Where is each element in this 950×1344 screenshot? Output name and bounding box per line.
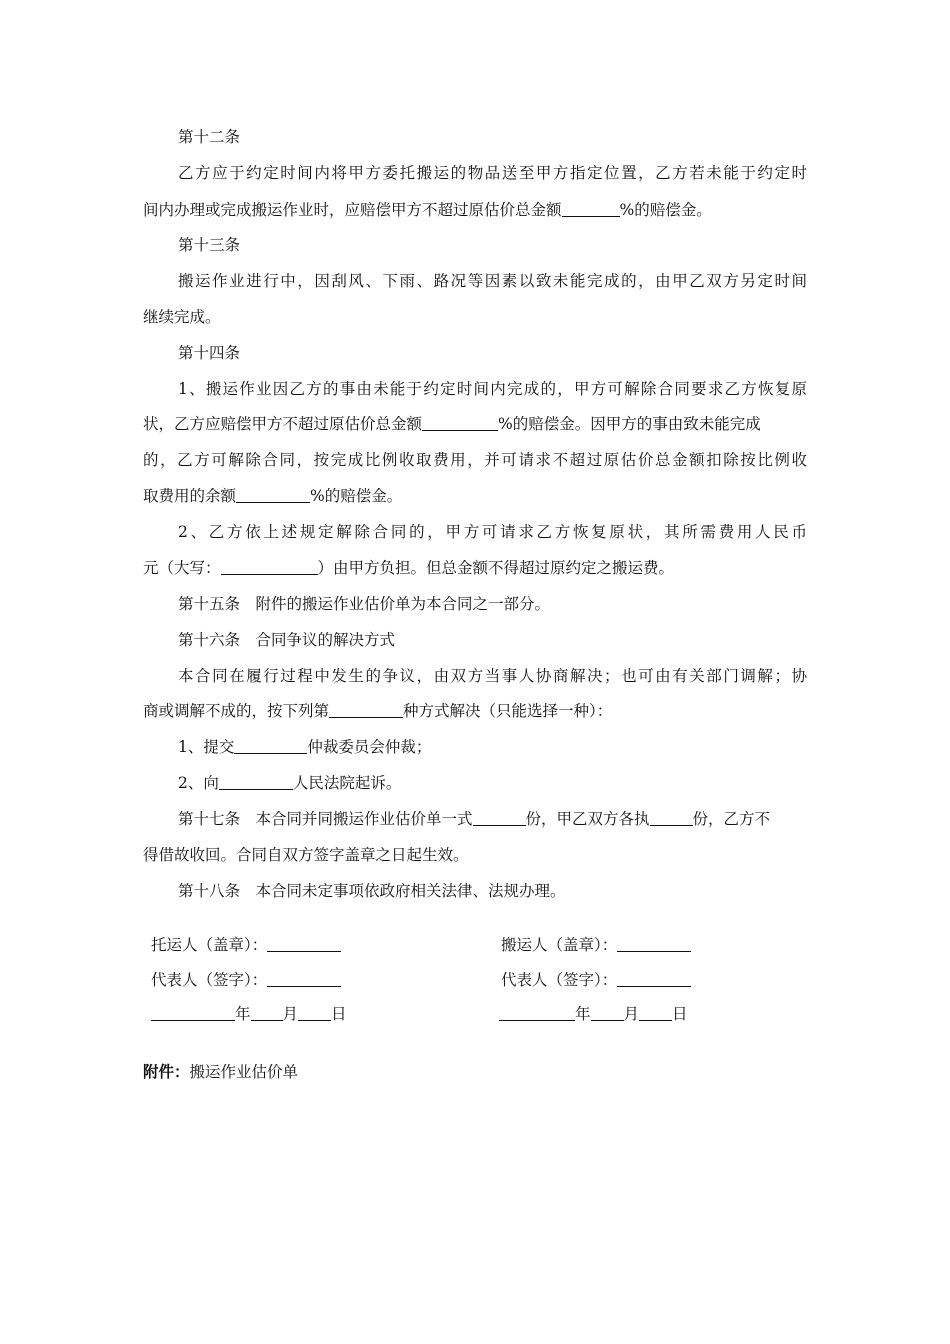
text-segment: %的赔偿金。 [619, 201, 712, 219]
article-16-title: 第十六条 合同争议的解决方式 [178, 631, 396, 649]
text-segment: %的赔偿金。 [310, 487, 403, 505]
signature-mover [501, 935, 691, 955]
blank-month [591, 1006, 624, 1021]
text-segment: 状，乙方应赔偿甲方不超过原估价总金额 [143, 415, 423, 433]
blank-copies [473, 811, 526, 826]
attachment-label: 附件： [143, 1062, 190, 1081]
signature-shipper-rep [151, 970, 341, 990]
blank-signature [267, 972, 341, 987]
label: 托运人（盖章）： [151, 936, 268, 954]
article-16-text-line2 [143, 701, 807, 721]
text-segment: 2、向 [178, 774, 219, 792]
article-13-text-line2: 继续完成。 [143, 308, 221, 326]
text-segment: 间内办理或完成搬运作业时，应赔偿甲方不超过原估价总金额 [143, 201, 562, 219]
article-17-line2: 得借故收回。合同自双方签字盖章之日起生效。 [143, 846, 469, 864]
article-16-option1 [178, 737, 807, 757]
blank-signature [617, 972, 691, 987]
article-15: 第十五条 附件的搬运作业估价单为本合同之一部分。 [178, 595, 551, 613]
text-segment: 第十七条 本合同并同搬运作业估价单一式 [178, 810, 473, 828]
label-day: 日 [672, 1005, 688, 1023]
article-12-text-line2 [143, 200, 807, 220]
article-16-text-line1: 本合同在履行过程中发生的争议，由双方当事人协商解决；也可由有关部门调解；协 [178, 667, 807, 685]
text-segment: 种方式解决（只能选择一种）： [403, 702, 613, 720]
article-14-item2-line1: 2、乙方依上述规定解除合同的，甲方可请求乙方恢复原状，其所需费用人民币 [178, 523, 807, 541]
label-month: 月 [623, 1005, 640, 1023]
article-14-item1-line2 [143, 414, 807, 434]
text-segment: 份，甲乙双方各执 [525, 810, 650, 828]
article-13-title: 第十三条 [178, 236, 241, 254]
blank-month [251, 1006, 283, 1021]
article-14-item1-line3: 的，乙方可解除合同，按完成比例收取费用，并可请求不超过原估价总金额扣除按比例收 [143, 451, 807, 469]
label-year: 年 [235, 1005, 251, 1023]
blank-day [639, 1006, 672, 1021]
blank-percent [562, 202, 620, 217]
text-segment: 商或调解不成的，按下列第 [143, 702, 330, 720]
blank-year [499, 1006, 575, 1021]
article-16-option2 [178, 773, 807, 793]
article-18: 第十八条 本合同未定事项依政府相关法律、法规办理。 [178, 882, 566, 900]
label: 代表人（签字）： [501, 971, 618, 989]
blank-amount-words [221, 560, 318, 575]
text-segment: 人民法院起诉。 [292, 774, 402, 792]
attachment-line [143, 1062, 807, 1082]
article-13-text-line1: 搬运作业进行中，因刮风、下雨、路况等因素以致未能完成的，由甲乙双方另定时间 [178, 272, 807, 290]
text-segment: ）由甲方负担。但总金额不得超过原约定之搬运费。 [317, 559, 675, 577]
blank-court [219, 775, 293, 790]
signature-date-left [151, 1004, 347, 1024]
text-segment: 份，乙方不 [692, 810, 771, 828]
article-14-item1-line1: 1、搬运作业因乙方的事由未能于约定时间内完成的，甲方可解除合同要求乙方恢复原 [178, 380, 807, 398]
blank-percent [422, 416, 498, 431]
signature-mover-rep [501, 970, 691, 990]
text-segment: 取费用的余额 [143, 487, 237, 505]
article-17-line1 [178, 809, 807, 829]
attachment-text: 搬运作业估价单 [189, 1063, 299, 1081]
article-12-title: 第十二条 [178, 128, 241, 146]
article-14-item1-line4 [143, 486, 807, 506]
blank-arbitration [234, 739, 307, 754]
text-segment: 1、提交 [178, 738, 235, 756]
label: 代表人（签字）： [151, 971, 268, 989]
blank-percent [236, 488, 310, 503]
text-segment: 仲裁委员会仲裁； [307, 738, 432, 756]
text-segment: %的赔偿金。因甲方的事由致未能完成 [498, 415, 761, 433]
article-14-title: 第十四条 [178, 344, 241, 362]
signature-shipper [151, 935, 341, 955]
blank-signature [617, 937, 691, 952]
article-12-text-line1: 乙方应于约定时间内将甲方委托搬运的物品送至甲方指定位置，乙方若未能于约定时 [178, 164, 807, 182]
blank-day [298, 1006, 331, 1021]
label-month: 月 [282, 1005, 299, 1023]
label-year: 年 [575, 1005, 591, 1023]
blank-year [151, 1006, 235, 1021]
blank-option-number [329, 703, 403, 718]
article-14-item2-line2 [143, 558, 807, 578]
signature-date-right [499, 1004, 688, 1024]
label-day: 日 [331, 1005, 347, 1023]
blank-signature [267, 937, 341, 952]
blank-copies-each [650, 811, 693, 826]
label: 搬运人（盖章）： [501, 936, 618, 954]
text-segment: 元（大写： [143, 559, 221, 577]
